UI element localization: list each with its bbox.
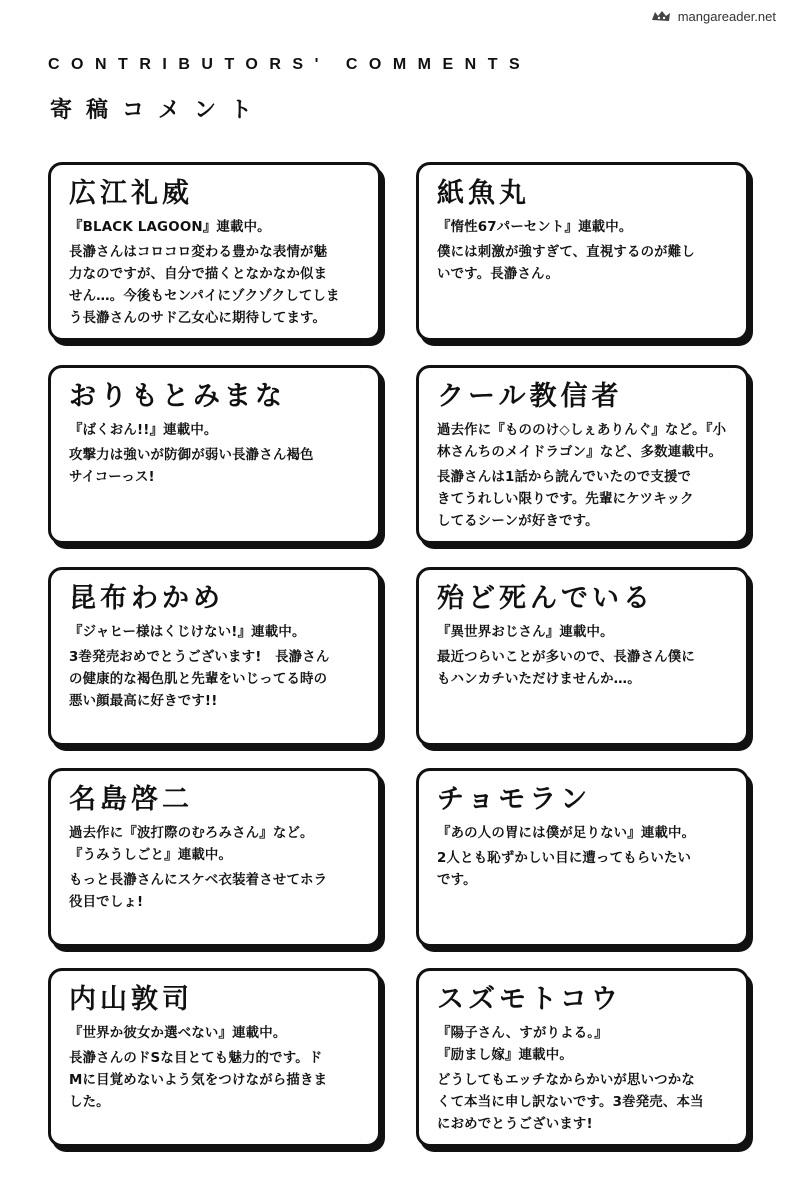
serialization-line: 『惰性67パーセント』連載中。 bbox=[437, 220, 633, 235]
author-name: 内山敦司 bbox=[69, 984, 193, 1015]
comment-line: Mに目覚めないよう気をつけながら描きま bbox=[69, 1073, 328, 1088]
comment-text bbox=[437, 848, 732, 892]
comment-line: きてうれしい限りです。先輩にケツキック bbox=[437, 492, 694, 507]
comment-line: におめでとうございます! bbox=[437, 1117, 593, 1132]
comment-text bbox=[69, 647, 364, 713]
author-name: 殆ど死んでいる bbox=[437, 583, 654, 614]
watermark bbox=[650, 8, 776, 24]
comment-line: 役目でしょ! bbox=[69, 895, 144, 910]
comment-line: いです。長瀞さん。 bbox=[437, 267, 560, 282]
watermark-text: mangareader.net bbox=[677, 8, 776, 24]
comment-text bbox=[437, 242, 732, 286]
comment-box-konbu-wakame bbox=[48, 567, 381, 746]
comment-text bbox=[69, 1048, 364, 1114]
comment-text bbox=[437, 1070, 732, 1136]
serialization-line: 『世界か彼女か選べない』連載中。 bbox=[69, 1026, 287, 1041]
author-name: 広江礼威 bbox=[69, 178, 193, 209]
serialization-line: 『うみうしごと』連載中。 bbox=[69, 848, 233, 863]
comment-box-chomoran bbox=[416, 768, 749, 947]
serialization-line: 『ばくおん!!』連載中。 bbox=[69, 423, 218, 438]
comment-line: 2人とも恥ずかしい目に遭ってもらいたい bbox=[437, 851, 692, 866]
serialization-info bbox=[69, 217, 364, 239]
comment-line: 攻撃力は強いが防御が弱い長瀞さん褐色 bbox=[69, 448, 314, 463]
comment-line: もハンカチいただけませんか…。 bbox=[437, 672, 641, 687]
comment-line: 長瀞さんのドSな目とても魅力的です。ド bbox=[69, 1051, 323, 1066]
comment-line: 最近つらいことが多いので、長瀞さん僕に bbox=[437, 650, 695, 665]
comment-line: 悪い顔最高に好きです!! bbox=[69, 694, 218, 709]
author-name: チョモラン bbox=[437, 784, 592, 815]
serialization-line: 『BLACK LAGOON』連載中。 bbox=[69, 220, 271, 235]
comment-box-cool-kyoushinja bbox=[416, 365, 749, 544]
section-title-en: CONTRIBUTORS' COMMENTS bbox=[48, 56, 532, 73]
serialization-line: 『あの人の胃には僕が足りない』連載中。 bbox=[437, 826, 696, 841]
comment-line: どうしてもエッチなからかいが思いつかな bbox=[437, 1073, 695, 1088]
serialization-line: 『励まし嫁』連載中。 bbox=[437, 1048, 573, 1063]
comment-box-hotondo-shindeiru bbox=[416, 567, 749, 746]
comment-text bbox=[437, 647, 732, 691]
serialization-info bbox=[69, 1023, 364, 1045]
comment-box-uchiyama bbox=[48, 968, 381, 1147]
serialization-line: 『ジャヒー様はくじけない!』連載中。 bbox=[69, 625, 306, 640]
comment-line: した。 bbox=[69, 1095, 110, 1110]
serialization-line: 『異世界おじさん』連載中。 bbox=[437, 625, 614, 640]
comment-box-hiroe bbox=[48, 162, 381, 341]
serialization-info bbox=[437, 622, 732, 644]
author-name: 紙魚丸 bbox=[437, 178, 530, 209]
section-title-jp: 寄稿コメント bbox=[50, 98, 267, 123]
serialization-info bbox=[437, 823, 732, 845]
comment-line: してるシーンが好きです。 bbox=[437, 514, 599, 529]
serialization-info bbox=[437, 420, 732, 464]
comment-line: 3巻発売おめでとうございます! 長瀞さん bbox=[69, 650, 330, 665]
comment-line: せん…。今後もセンパイにゾクゾクしてしま bbox=[69, 289, 340, 304]
comment-line: う長瀞さんのサド乙女心に期待してます。 bbox=[69, 311, 327, 326]
serialization-info bbox=[69, 420, 364, 442]
comment-box-shimimaru bbox=[416, 162, 749, 341]
comment-box-najima bbox=[48, 768, 381, 947]
comment-line: 長瀞さんはコロコロ変わる豊かな表情が魅 bbox=[69, 245, 328, 260]
comment-line: サイコーっス! bbox=[69, 470, 155, 485]
comment-line: の健康的な褐色肌と先輩をいじってる時の bbox=[69, 672, 328, 687]
comment-line: です。 bbox=[437, 873, 477, 888]
author-name: おりもとみまな bbox=[69, 381, 286, 412]
serialization-line: 過去作に『波打際のむろみさん』など。 bbox=[69, 826, 314, 841]
comment-line: もっと長瀞さんにスケベ衣装着させてホラ bbox=[69, 873, 328, 888]
author-name: 昆布わかめ bbox=[69, 583, 224, 614]
serialization-info bbox=[69, 823, 364, 867]
author-name: スズモトコウ bbox=[437, 984, 622, 1015]
serialization-info bbox=[437, 1023, 732, 1067]
comment-line: くて本当に申し訳ないです。3巻発売、本当 bbox=[437, 1095, 704, 1110]
serialization-line: 林さんちのメイドラゴン』など、多数連載中。 bbox=[437, 445, 723, 460]
comment-text bbox=[69, 870, 364, 914]
comment-text bbox=[69, 242, 364, 330]
comment-line: 力なのですが、自分で描くとなかなか似ま bbox=[69, 267, 328, 282]
author-name: 名島啓二 bbox=[69, 784, 193, 815]
serialization-info bbox=[437, 217, 732, 239]
serialization-line: 『陽子さん、すがりよる。』 bbox=[437, 1026, 608, 1041]
serialization-info bbox=[69, 622, 364, 644]
author-name: クール教信者 bbox=[437, 381, 623, 412]
cat-mascot-icon bbox=[650, 8, 672, 24]
comment-line: 長瀞さんは1話から読んでいたので支援で bbox=[437, 470, 692, 485]
comment-line: 僕には刺激が強すぎて、直視するのが難し bbox=[437, 245, 695, 260]
comment-box-orimoto bbox=[48, 365, 381, 544]
comment-text bbox=[69, 445, 364, 489]
comment-text bbox=[437, 467, 732, 533]
comment-box-suzumoto bbox=[416, 968, 749, 1147]
serialization-line: 過去作に『もののけ◇しぇありんぐ』など。『小 bbox=[437, 423, 727, 438]
